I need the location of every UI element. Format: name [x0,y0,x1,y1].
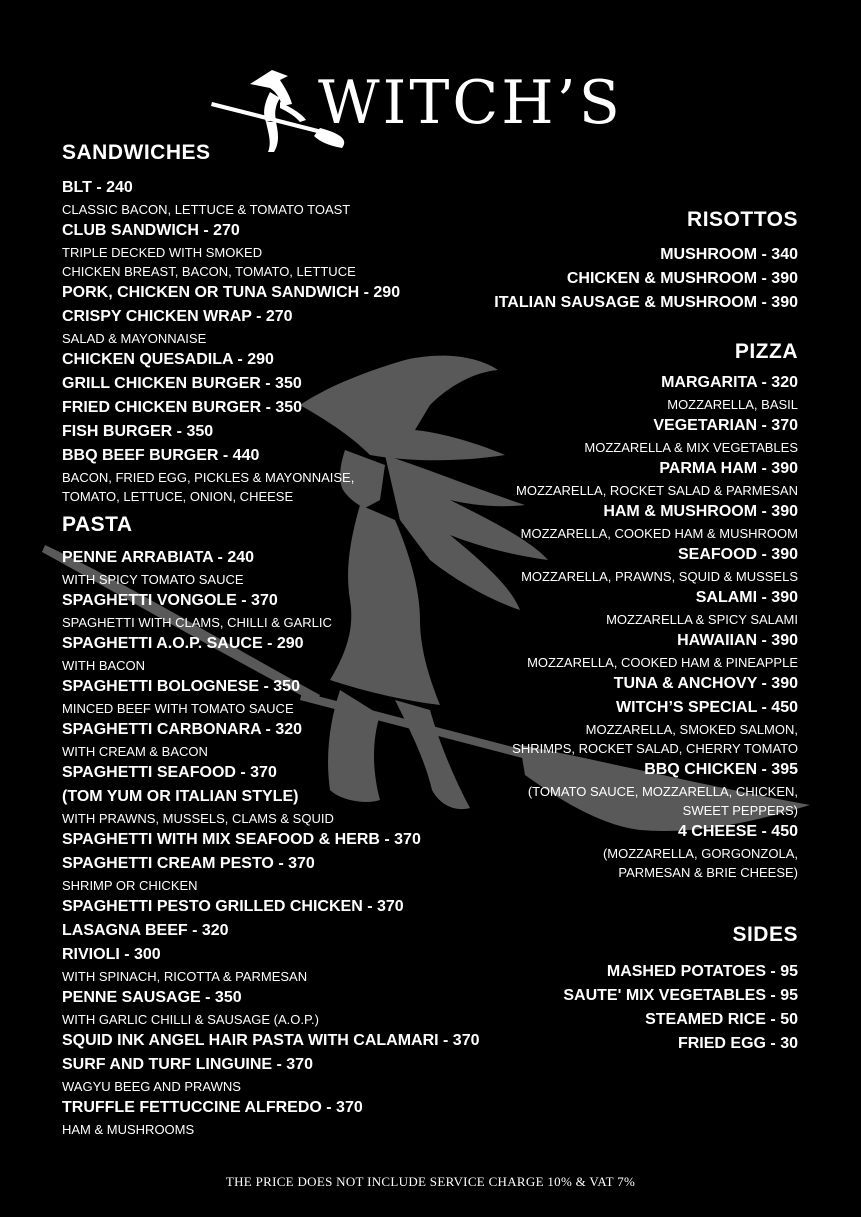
menu-item-description: HAM & MUSHROOMS [62,1122,195,1137]
menu-item-name: SAUTE' MIX VEGETABLES - 95 [563,987,798,1004]
menu-item-description: WITH CREAM & BACON [62,744,208,759]
menu-item [62,1096,502,1139]
menu-item-name: SPAGHETTI SEAFOOD - 370 [62,764,277,781]
menu-item-description: CLASSIC BACON, LETTUCE & TOMATO TOAST [62,202,351,217]
menu-item-description: WITH SPICY TOMATO SAUCE [62,572,244,587]
menu-item-name: HAM & MUSHROOM - 390 [603,503,798,520]
menu-item-name: CHICKEN QUESADILA - 290 [62,351,274,368]
menu-item [378,984,798,1008]
menu-item [378,500,798,543]
menu-item-description: MOZZARELLA, PRAWNS, SQUID & MUSSELS [521,569,798,584]
menu-item-name: BLT - 240 [62,179,133,196]
menu-item-description: MOZZARELLA & MIX VEGETABLES [584,440,798,455]
menu-item-description: SPAGHETTI WITH CLAMS, CHILLI & GARLIC [62,615,332,630]
menu-item-name: TUNA & ANCHOVY - 390 [613,675,798,692]
menu-item-name: GRILL CHICKEN BURGER - 350 [62,375,302,392]
menu-item-description: MINCED BEEF WITH TOMATO SAUCE [62,701,294,716]
menu-item [378,1032,798,1056]
menu-item-description: WAGYU BEEG AND PRAWNS [62,1079,241,1094]
menu-item-name: BBQ BEEF BURGER - 440 [62,447,260,464]
menu-item-name: RIVIOLI - 300 [62,946,161,963]
menu-item-name: SPAGHETTI VONGOLE - 370 [62,592,278,609]
menu-item-name: ITALIAN SAUSAGE & MUSHROOM - 390 [494,294,798,311]
menu-item-description: WITH PRAWNS, MUSSELS, CLAMS & SQUID [62,811,334,826]
menu-item [378,820,798,882]
menu-item-name: MARGARITA - 320 [661,374,798,391]
menu-item [378,1008,798,1032]
menu-item-name: VEGETARIAN - 370 [653,417,798,434]
menu-item-name: SPAGHETTI PESTO GRILLED CHICKEN - 370 [62,898,404,915]
menu-item-name: SPAGHETTI WITH MIX SEAFOOD & HERB - 370 [62,831,421,848]
menu-item [378,960,798,984]
menu-item [378,371,798,414]
risottos-section [378,207,798,315]
menu-item-description: (MOZZARELLA, GORGONZOLA, [602,846,798,861]
menu-item-name: FRIED CHICKEN BURGER - 350 [62,399,303,416]
menu-item-name: SALAMI - 390 [695,589,798,606]
sides-section [378,922,798,1056]
menu-item-name: STEAMED RICE - 50 [645,1011,798,1028]
menu-item-name: CRISPY CHICKEN WRAP - 270 [62,308,293,325]
menu-item-description: MOZZARELLA, COOKED HAM & PINEAPPLE [527,655,798,670]
menu-item-name: (TOM YUM OR ITALIAN STYLE) [62,788,299,805]
menu-item-description: SWEET PEPPERS) [682,803,798,818]
menu-item-description: (TOMATO SAUCE, MOZZARELLA, CHICKEN, [527,784,798,799]
menu-item-description: SHRIMPS, ROCKET SALAD, CHERRY TOMATO [512,741,798,756]
sandwiches-title: SANDWICHES [62,141,211,164]
menu-item-name: SPAGHETTI CARBONARA - 320 [62,721,303,738]
menu-item [378,696,798,758]
menu-item [378,291,798,315]
menu-item-name: PORK, CHICKEN OR TUNA SANDWICH - 290 [62,284,401,301]
menu-item-description: WITH GARLIC CHILLI & SAUSAGE (A.O.P.) [62,1012,319,1027]
pasta-title: PASTA [62,513,133,536]
menu-item-name: PENNE ARRABIATA - 240 [62,549,255,566]
menu-item-name: SPAGHETTI A.O.P. SAUCE - 290 [62,635,304,652]
risottos-title: RISOTTOS [687,208,798,231]
menu-item-name: WITCH’S SPECIAL - 450 [616,699,798,716]
menu-item-name: FRIED EGG - 30 [677,1035,798,1052]
menu-item-name: CLUB SANDWICH - 270 [62,222,240,239]
menu-item-description: WITH SPINACH, RICOTTA & PARMESAN [62,969,308,984]
menu-item-name: SQUID INK ANGEL HAIR PASTA WITH CALAMARI - 370 [62,1032,480,1049]
menu-item-description: SHRIMP OR CHICKEN [62,878,198,893]
menu-item-name: SEAFOOD - 390 [677,546,798,563]
pizza-section [378,339,798,882]
menu-item-description: BACON, FRIED EGG, PICKLES & MAYONNAISE, [62,470,355,485]
menu-item-description: MOZZARELLA, SMOKED SALMON, [585,722,798,737]
menu-item-description: MOZZARELLA, ROCKET SALAD & PARMESAN [516,483,798,498]
menu-item [378,629,798,672]
menu-item [378,267,798,291]
menu-item [62,1053,502,1096]
menu-item-description: WITH BACON [62,658,146,673]
menu-item-description: TRIPLE DECKED WITH SMOKED [62,245,263,260]
menu-item-description: MOZZARELLA, COOKED HAM & MUSHROOM [520,526,798,541]
menu-item [378,758,798,820]
right-column [378,207,798,1056]
menu-item-name: CHICKEN & MUSHROOM - 390 [566,270,798,287]
menu-item [378,457,798,500]
menu-item-name: SPAGHETTI BOLOGNESE - 350 [62,678,300,695]
menu-item-name: FISH BURGER - 350 [62,423,214,440]
menu-item-name: LASAGNA BEEF - 320 [62,922,229,939]
menu-item-description: SALAD & MAYONNAISE [62,331,207,346]
menu-item-name: SPAGHETTI CREAM PESTO - 370 [62,855,315,872]
menu-item [378,243,798,267]
menu-item-description: TOMATO, LETTUCE, ONION, CHEESE [62,489,294,504]
menu-item-name: PENNE SAUSAGE - 350 [62,989,242,1006]
menu-item-name: TRUFFLE FETTUCCINE ALFREDO - 370 [62,1099,363,1116]
menu-item-description: PARMESAN & BRIE CHEESE) [618,865,798,880]
menu-item-name: BBQ CHICKEN - 395 [644,761,798,778]
menu-item-name: SURF AND TURF LINGUINE - 370 [62,1056,313,1073]
menu-item-name: PARMA HAM - 390 [659,460,798,477]
pizza-title: PIZZA [734,340,798,363]
menu-item-description: MOZZARELLA, BASIL [667,397,798,412]
menu-item [378,543,798,586]
menu-item [378,586,798,629]
menu-item-name: 4 CHEESE - 450 [677,823,798,840]
menu-item [378,672,798,696]
menu-item-description: MOZZARELLA & SPICY SALAMI [606,612,798,627]
price-footnote: THE PRICE DOES NOT INCLUDE SERVICE CHARGE 10% & VAT 7% [225,1174,636,1189]
menu-item-name: MUSHROOM - 340 [660,246,798,263]
menu-item-name: MASHED POTATOES - 95 [606,963,798,980]
brand-name: WITCH’S [318,68,623,138]
menu-item [378,414,798,457]
sides-title: SIDES [732,923,798,946]
menu-item-description: CHICKEN BREAST, BACON, TOMATO, LETTUCE [62,264,356,279]
menu-item-name: HAWAIIAN - 390 [677,632,798,649]
